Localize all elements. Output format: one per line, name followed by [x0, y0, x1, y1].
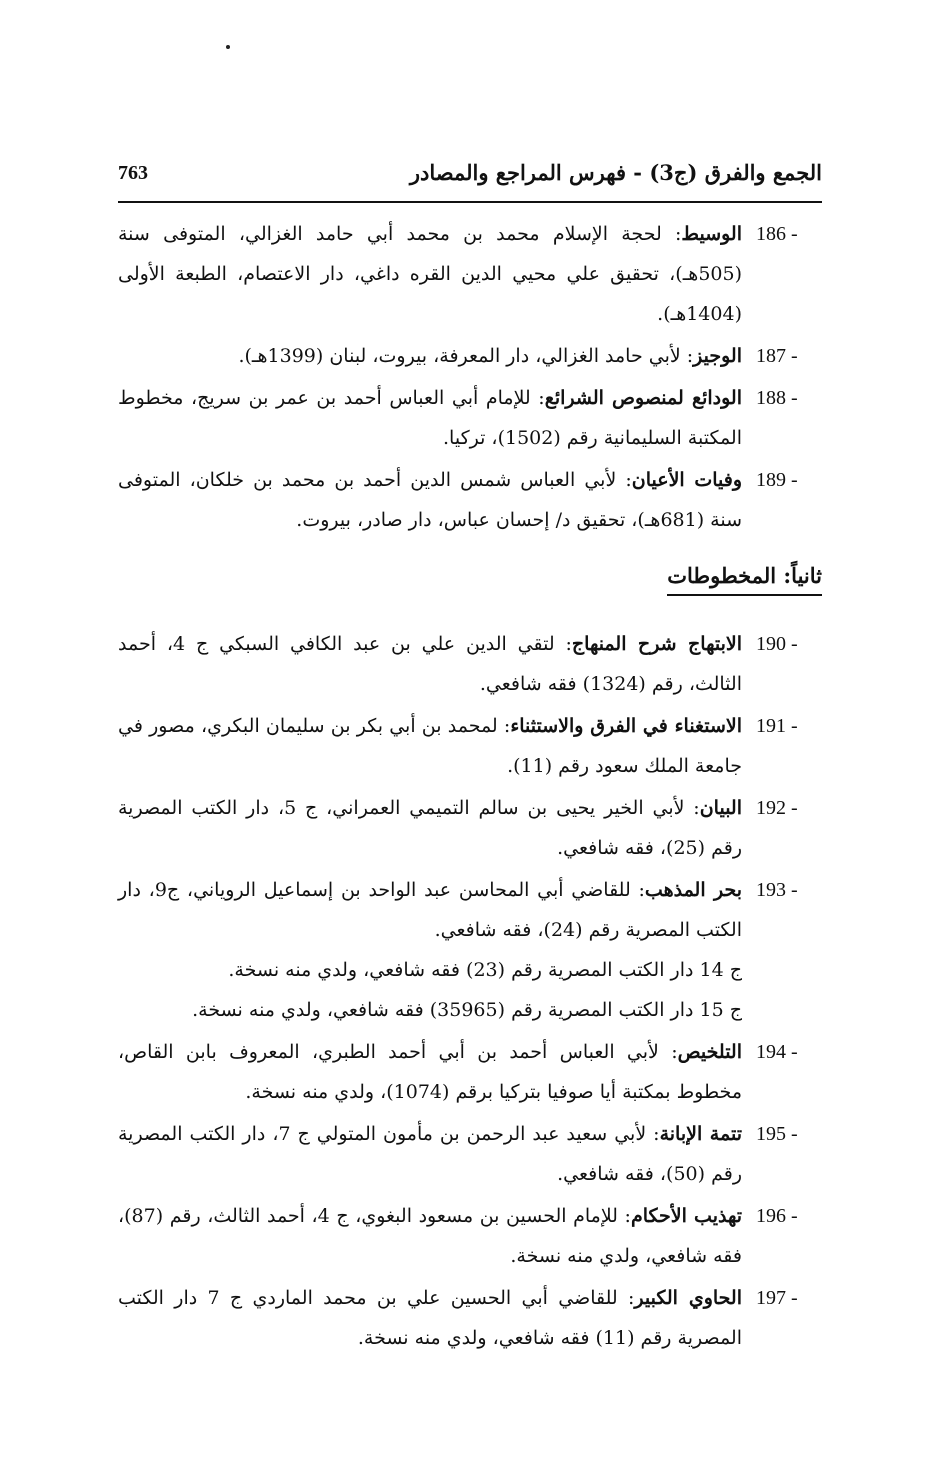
references-list [118, 214, 822, 542]
entry-extra-line: ج 15 دار الكتب المصرية رقم (35965) فقه شافعي، ولدي منه نسخة. [192, 999, 742, 1021]
reference-entry [118, 378, 822, 458]
header-rule [118, 201, 822, 203]
entry-number: 186 - [756, 223, 798, 245]
entry-title: الابتهاج شرح المنهاج [571, 633, 742, 655]
entry-body: : لأبي سعيد عبد الرحمن بن مأمون المتولي ج 7، دار الكتب المصرية رقم (50)، فقه شافعي. [118, 1123, 742, 1185]
reference-entry [118, 1114, 822, 1194]
entry-title: البيان [699, 797, 742, 819]
entry-title: تتمة الإبانة [659, 1123, 743, 1145]
entry-title: التلخيص [677, 1041, 742, 1063]
entry-body: : لأبي حامد الغزالي، دار المعرفة، بيروت، لبنان (1399هـ). [238, 345, 694, 367]
entry-text [118, 788, 742, 868]
entry-number: 193 - [756, 879, 798, 901]
reference-entry [118, 460, 822, 540]
entry-number: 188 - [756, 387, 798, 409]
entry-body: : لأبي الخير يحيى بن سالم التميمي العمراني، ج 5، دار الكتب المصرية رقم (25)، فقه شافعي. [118, 797, 742, 859]
reference-entry [118, 1032, 822, 1112]
entry-body: : للقاضي أبي المحاسن عبد الواحد بن إسماعيل الروياني، ج9، دار الكتب المصرية رقم (24)، فقه شافعي. [118, 879, 742, 941]
entry-number: 192 - [756, 797, 798, 819]
entry-body: : لتقي الدين علي بن عبد الكافي السبكي ج 4، أحمد الثالث، رقم (1324) فقه شافعي. [118, 633, 742, 695]
entry-body: : لأبي العباس شمس الدين أحمد بن محمد بن خلكان، المتوفى سنة (681هـ)، تحقيق د/ إحسان عباس، دار صادر، بيروت. [118, 469, 742, 531]
entry-body: : للإمام الحسين بن مسعود البغوي، ج 4، أحمد الثالث، رقم (87)، فقه شافعي، ولدي منه نسخة. [118, 1205, 742, 1267]
entry-body: : لحجة الإسلام محمد بن محمد أبي حامد الغزالي، المتوفى سنة (505هـ)، تحقيق علي محيي الدين القره داغي، دار الاعتصام، الطبعة الأولى (1404هـ). [118, 223, 742, 325]
entry-text [118, 1196, 742, 1276]
entry-text [118, 1278, 742, 1358]
entry-number: 197 - [756, 1287, 798, 1309]
header-title: الجمع والفرق (ج3) - فهرس المراجع والمصادر [409, 160, 822, 185]
page-number: 763 [118, 162, 148, 184]
reference-entry [118, 1278, 822, 1358]
reference-entry [118, 1196, 822, 1276]
reference-entry [118, 706, 822, 786]
entry-title: الوجيز [693, 345, 742, 367]
entry-title: الحاوي الكبير [634, 1287, 742, 1309]
section-heading: ثانياً: المخطوطات [667, 563, 822, 596]
entry-number: 196 - [756, 1205, 798, 1227]
entry-title: الوسيط [681, 223, 742, 245]
reference-entry [118, 870, 822, 1030]
entry-title: وفيات الأعيان [631, 469, 742, 491]
entry-text [118, 214, 742, 334]
entry-body: : للإمام أبي العباس أحمد بن عمر بن سريج، مخطوط المكتبة السليمانية رقم (1502)، تركيا. [118, 387, 742, 449]
entry-number: 195 - [756, 1123, 798, 1145]
entry-text [118, 624, 742, 704]
reference-entry [118, 336, 822, 376]
entry-body: : لمحمد بن أبي بكر بن سليمان البكري، مصور في جامعة الملك سعود رقم (11). [118, 715, 742, 777]
entry-text [118, 460, 742, 540]
entry-number: 194 - [756, 1041, 798, 1063]
entry-text [118, 1114, 742, 1194]
reference-entry [118, 788, 822, 868]
scan-speck [226, 45, 230, 49]
reference-entry [118, 624, 822, 704]
manuscripts-list [118, 624, 822, 1360]
entry-text [118, 870, 742, 950]
running-header [118, 160, 822, 192]
entry-text [118, 1032, 742, 1112]
entry-title: الاستغناء في الفرق والاستثناء [510, 715, 742, 737]
entry-text [118, 336, 742, 376]
entry-title: تهذيب الأحكام [630, 1205, 742, 1227]
entry-number: 187 - [756, 345, 798, 367]
entry-body: : لأبي العباس أحمد بن أبي أحمد الطبري، المعروف بابن القاص، مخطوط بمكتبة أيا صوفيا بتركيا برقم (1074)، ولدي منه نسخة. [118, 1041, 742, 1103]
entry-number: 190 - [756, 633, 798, 655]
entry-extra-line: ج 14 دار الكتب المصرية رقم (23) فقه شافعي، ولدي منه نسخة. [228, 959, 742, 981]
entry-text [118, 378, 742, 458]
entry-title: بحر المذهب [644, 879, 742, 901]
reference-entry [118, 214, 822, 334]
entry-number: 191 - [756, 715, 798, 737]
entry-number: 189 - [756, 469, 798, 491]
entry-title: الودائع لمنصوص الشرائع [544, 387, 743, 409]
entry-body: : للقاضي أبي الحسين علي بن محمد الماردي ج 7 دار الكتب المصرية رقم (11) فقه شافعي، ولدي منه نسخة. [118, 1287, 742, 1349]
entry-text [118, 706, 742, 786]
